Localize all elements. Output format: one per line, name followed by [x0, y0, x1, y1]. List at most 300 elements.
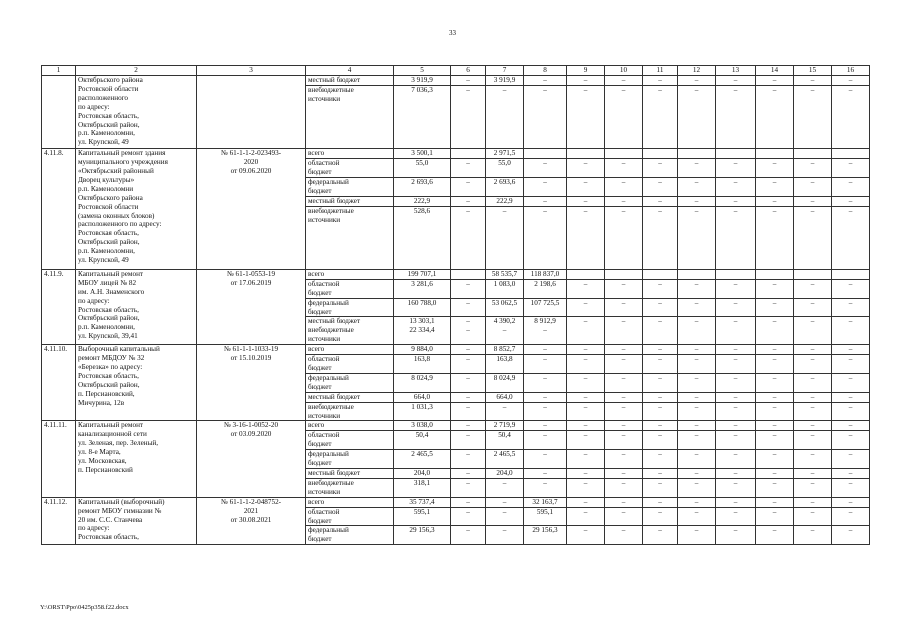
amount-year: – [716, 526, 756, 545]
item-code: 4.11.8. [42, 149, 76, 270]
funding-source [306, 402, 394, 421]
item-code: 4.11.10. [42, 345, 76, 421]
amount-c5 [394, 345, 451, 355]
amount-c6 [451, 392, 486, 402]
amount-year [832, 269, 870, 279]
amount-value: – [502, 85, 507, 94]
amount-c7 [486, 76, 524, 86]
amount-c7 [486, 507, 524, 526]
amount-year: – [716, 317, 756, 345]
amount-c8 [524, 345, 567, 355]
item-document [197, 421, 306, 497]
amount-c8 [524, 402, 567, 421]
funding-source [306, 478, 394, 497]
amount-year [832, 149, 870, 159]
amount-year: – [832, 85, 870, 148]
funding-source [306, 279, 394, 298]
amount-c8 [524, 431, 567, 450]
amount-year: – [605, 507, 643, 526]
table-row [42, 497, 870, 507]
item-name-line: р.п. Каменоломни [78, 184, 134, 193]
amount-value: 107 725,5 [530, 298, 560, 307]
amount-c7 [486, 159, 524, 178]
amount-value: 3 919,9 [493, 76, 516, 84]
item-name-line: муниципального учреждения [78, 158, 168, 167]
item-name-line: п. Персиановский [78, 465, 133, 474]
amount-year [567, 149, 605, 159]
amount-value: – [543, 177, 547, 186]
amount-c5 [394, 85, 451, 148]
amount-c8 [524, 478, 567, 497]
funding-source-line: всего [308, 149, 325, 158]
amount-value: 204,0 [496, 468, 513, 477]
amount-c8 [524, 317, 567, 345]
amount-value: 163,8 [496, 355, 513, 364]
funding-source-line: областной [308, 431, 340, 440]
column-number: 10 [605, 66, 643, 76]
column-number: 3 [197, 66, 306, 76]
amount-c7 [486, 317, 524, 345]
amount-year: – [716, 298, 756, 317]
amount-year: – [794, 177, 832, 196]
amount-c7 [486, 450, 524, 469]
amount-c8 [524, 206, 567, 269]
amount-c6 [451, 355, 486, 374]
amount-c6 [451, 149, 486, 159]
funding-source-line: местный бюджет [308, 196, 361, 205]
item-document-line: № 61-1-1-1033-19 [223, 345, 279, 354]
item-document-line: от 15.10.2019 [230, 354, 272, 363]
amount-c5 [394, 392, 451, 402]
funding-source-line: бюджет [308, 307, 332, 316]
item-name-line: Октябрьский район, [78, 314, 140, 323]
amount-year [605, 269, 643, 279]
amount-c6 [451, 196, 486, 206]
funding-source-line: внебюджетные [308, 326, 354, 335]
amount-value: 8 852,7 [493, 345, 516, 354]
amount-year: – [756, 478, 794, 497]
amount-value: – [502, 402, 507, 411]
amount-year: – [716, 507, 756, 526]
amount-c5 [394, 196, 451, 206]
amount-year: – [794, 373, 832, 392]
amount-c5 [394, 478, 451, 497]
amount-year: – [643, 355, 678, 374]
amount-year: – [567, 468, 605, 478]
amount-value: 204,0 [413, 468, 431, 477]
table-row [42, 269, 870, 279]
amount-year: – [567, 402, 605, 421]
item-document-line: № 61-1-1-2-048752- [220, 497, 282, 506]
amount-year: – [794, 159, 832, 178]
item-name-line: ул. Крупской, 39,41 [78, 332, 138, 341]
amount-year: – [716, 497, 756, 507]
amount-value: – [502, 326, 507, 335]
column-number: 7 [486, 66, 524, 76]
amount-value: – [502, 497, 507, 506]
amount-c6 [451, 450, 486, 469]
amount-c8 [524, 526, 567, 545]
amount-year: – [567, 392, 605, 402]
item-name-line: Октябрьский район, [78, 238, 140, 247]
column-number: 1 [42, 66, 76, 76]
amount-c6 [451, 402, 486, 421]
amount-c8 [524, 507, 567, 526]
amount-c7 [486, 206, 524, 269]
amount-value: 1 031,3 [411, 402, 433, 411]
amount-year: – [794, 298, 832, 317]
amount-value: 55,0 [498, 159, 511, 168]
item-document-line: № 61-1-0553-19 [226, 269, 276, 278]
amount-value: – [543, 421, 547, 430]
amount-value: 53 062,5 [491, 298, 518, 307]
amount-value: – [466, 326, 470, 335]
amount-value: 595,1 [413, 507, 431, 516]
funding-source [306, 431, 394, 450]
amount-value: 2 198,6 [534, 279, 556, 288]
amount-year: – [678, 526, 716, 545]
funding-source-line: источники [308, 487, 341, 496]
amount-year: – [794, 392, 832, 402]
amount-c8 [524, 421, 567, 431]
amount-c7 [486, 497, 524, 507]
amount-c7 [486, 468, 524, 478]
funding-source-line: областной [308, 507, 340, 516]
amount-year: – [716, 279, 756, 298]
amount-c6 [451, 421, 486, 431]
amount-c7 [486, 402, 524, 421]
amount-value: – [466, 497, 470, 506]
amount-c7 [486, 355, 524, 374]
item-document-line: 2020 [243, 158, 259, 167]
amount-c5 [394, 355, 451, 374]
column-number: 11 [643, 66, 678, 76]
item-name-line: по адресу: [78, 524, 110, 533]
item-name-line: «Березка» по адресу: [78, 363, 143, 371]
amount-year: – [567, 478, 605, 497]
amount-year: – [756, 85, 794, 148]
table-row [42, 76, 870, 86]
amount-c5 [394, 497, 451, 507]
funding-table [41, 65, 870, 545]
funding-source-line: федеральный [308, 526, 349, 535]
amount-value: – [466, 345, 470, 354]
amount-year: – [678, 402, 716, 421]
amount-year [678, 269, 716, 279]
amount-value: – [502, 206, 507, 215]
amount-year: – [605, 450, 643, 469]
amount-year: – [756, 497, 794, 507]
amount-c5 [394, 431, 451, 450]
item-name-line: Ростовская область, [78, 229, 139, 238]
amount-year [756, 269, 794, 279]
amount-year: – [567, 317, 605, 345]
amount-value: 3 919,9 [411, 76, 433, 84]
amount-value: – [502, 478, 507, 487]
amount-year: – [716, 431, 756, 450]
amount-year: – [567, 373, 605, 392]
item-name-line: Дворец культуры» [78, 175, 135, 184]
amount-year: – [678, 392, 716, 402]
amount-year: – [716, 206, 756, 269]
column-number: 16 [832, 66, 870, 76]
item-name [76, 269, 197, 344]
amount-value: – [466, 373, 470, 382]
amount-value: – [543, 326, 547, 335]
amount-year: – [832, 345, 870, 355]
amount-year: – [678, 177, 716, 196]
amount-c8 [524, 497, 567, 507]
funding-source-line: федеральный [308, 177, 349, 186]
amount-c6 [451, 431, 486, 450]
amount-value: 318,1 [413, 478, 431, 487]
amount-year: – [567, 355, 605, 374]
amount-value: – [543, 373, 547, 382]
amount-c8 [524, 450, 567, 469]
item-name-line: ул. Крупской, 49 [78, 138, 129, 147]
amount-value: 9 884,0 [411, 345, 433, 354]
amount-year: – [794, 206, 832, 269]
item-name-line: Ростовская область, [78, 533, 139, 542]
amount-year: – [794, 431, 832, 450]
item-name-line: Мичурина, 12в [78, 398, 125, 407]
amount-year: – [832, 206, 870, 269]
amount-value: – [466, 177, 470, 186]
amount-year: – [605, 421, 643, 431]
funding-source [306, 468, 394, 478]
amount-year: – [716, 373, 756, 392]
amount-value: – [466, 317, 470, 326]
amount-c5 [394, 76, 451, 86]
amount-year: – [716, 76, 756, 86]
amount-value: – [466, 450, 470, 459]
item-name-line: Октябрьского района [78, 193, 143, 202]
amount-year: – [678, 373, 716, 392]
amount-year: – [643, 450, 678, 469]
amount-year [756, 149, 794, 159]
item-name-line: Ростовской области [78, 202, 139, 211]
funding-source-line: всего [308, 269, 325, 278]
item-document-line: 2021 [243, 506, 259, 515]
column-number: 5 [394, 66, 451, 76]
amount-year: – [794, 526, 832, 545]
amount-year [794, 269, 832, 279]
item-code: 4.11.11. [42, 421, 76, 497]
amount-year: – [756, 279, 794, 298]
item-name-line: р.п. Каменоломни, [78, 247, 135, 256]
amount-c6 [451, 76, 486, 86]
amount-value: – [466, 76, 470, 84]
item-document [197, 269, 306, 344]
amount-year: – [678, 497, 716, 507]
amount-value: – [466, 159, 470, 168]
amount-year: – [643, 373, 678, 392]
amount-year: – [832, 421, 870, 431]
item-name-line: ул. Крупской, 49 [78, 256, 129, 265]
amount-year: – [756, 507, 794, 526]
table-body [42, 66, 870, 545]
amount-value: 3 281,6 [411, 279, 433, 288]
amount-year: – [794, 421, 832, 431]
amount-year: – [605, 196, 643, 206]
column-number-row [42, 66, 870, 76]
amount-year: – [832, 196, 870, 206]
item-name-line: по адресу: [78, 296, 110, 305]
amount-c8 [524, 298, 567, 317]
funding-source-line: внебюджетные [308, 402, 354, 411]
amount-year: – [716, 402, 756, 421]
column-number: 15 [794, 66, 832, 76]
amount-year: – [678, 317, 716, 345]
amount-c7 [486, 85, 524, 148]
amount-year: – [678, 279, 716, 298]
amount-year: – [832, 450, 870, 469]
amount-value: – [543, 402, 547, 411]
amount-value: 3 500,1 [411, 149, 433, 158]
amount-value: 1 083,0 [493, 279, 516, 288]
amount-value: – [543, 85, 547, 94]
funding-source [306, 159, 394, 178]
amount-year: – [567, 345, 605, 355]
amount-year: – [643, 317, 678, 345]
funding-source-line: внебюджетные [308, 206, 354, 215]
item-document [197, 497, 306, 545]
amount-year: – [794, 468, 832, 478]
amount-year: – [832, 298, 870, 317]
funding-source-line: бюджет [308, 459, 332, 468]
item-document [197, 149, 306, 270]
amount-value: – [466, 298, 470, 307]
amount-value: 664,0 [496, 392, 513, 401]
amount-c6 [451, 317, 486, 345]
amount-year: – [678, 345, 716, 355]
amount-c5 [394, 450, 451, 469]
amount-c7 [486, 431, 524, 450]
amount-year: – [567, 421, 605, 431]
column-number: 4 [306, 66, 394, 76]
amount-year: – [643, 507, 678, 526]
amount-year: – [794, 478, 832, 497]
funding-source-line: местный бюджет [308, 76, 361, 84]
amount-c7 [486, 478, 524, 497]
amount-value: – [466, 392, 470, 401]
amount-value: 595,1 [536, 507, 554, 516]
funding-source-line: бюджет [308, 364, 332, 372]
amount-value: – [543, 392, 547, 401]
amount-year [605, 149, 643, 159]
funding-source-line: бюджет [308, 168, 332, 177]
amount-value: – [543, 468, 547, 477]
amount-c7 [486, 149, 524, 159]
amount-value: 2 971,5 [493, 149, 516, 158]
amount-c5 [394, 402, 451, 421]
amount-value: – [543, 478, 547, 487]
amount-value: 8 024,9 [411, 373, 433, 382]
amount-c6 [451, 298, 486, 317]
amount-c5 [394, 298, 451, 317]
amount-c7 [486, 345, 524, 355]
amount-value: – [466, 355, 470, 364]
amount-value: – [543, 76, 547, 84]
item-name-line: ул. 8-е Марта, [78, 448, 121, 457]
amount-value: 163,8 [413, 355, 431, 364]
item-name-line: п. Персиановский, [78, 389, 135, 398]
amount-value: 4 390,2 [493, 317, 516, 326]
item-name-line: ремонт МБДОУ № 32 [78, 354, 145, 363]
amount-year: – [678, 468, 716, 478]
amount-value: 13 303,1 [409, 317, 435, 326]
amount-year [716, 149, 756, 159]
amount-year: – [678, 196, 716, 206]
amount-c8 [524, 392, 567, 402]
amount-c8 [524, 159, 567, 178]
amount-c7 [486, 392, 524, 402]
amount-c5 [394, 177, 451, 196]
amount-year: – [605, 373, 643, 392]
amount-year: – [567, 159, 605, 178]
item-name-line: р.п. Каменоломни, [78, 323, 135, 332]
funding-source [306, 392, 394, 402]
column-number: 6 [451, 66, 486, 76]
amount-c5 [394, 468, 451, 478]
amount-year: – [756, 355, 794, 374]
amount-year: – [756, 177, 794, 196]
amount-c8 [524, 355, 567, 374]
amount-year: – [716, 421, 756, 431]
amount-value: 55,0 [415, 159, 429, 168]
amount-year: – [832, 431, 870, 450]
amount-year: – [605, 177, 643, 196]
funding-source-line: источники [308, 94, 341, 103]
amount-value: – [466, 196, 470, 205]
funding-source [306, 345, 394, 355]
funding-source-line: внебюджетные [308, 85, 354, 94]
funding-source [306, 177, 394, 196]
amount-year [678, 149, 716, 159]
table-row [42, 149, 870, 159]
amount-year: – [716, 159, 756, 178]
amount-year: – [605, 279, 643, 298]
funding-source-line: источники [308, 411, 341, 420]
amount-year: – [678, 85, 716, 148]
item-code [42, 76, 76, 149]
funding-source-line: бюджет [308, 440, 332, 449]
funding-source-line: областной [308, 279, 340, 288]
item-name-line: им. А.Н. Знаменского [78, 287, 145, 296]
amount-year [716, 269, 756, 279]
item-name-line: (замена оконных блоков) [78, 211, 155, 220]
amount-c7 [486, 373, 524, 392]
item-name-line: Выборочный капитальный [78, 345, 160, 354]
amount-value: 35 737,4 [409, 497, 435, 506]
amount-value: 50,4 [415, 431, 429, 440]
amount-year: – [643, 298, 678, 317]
amount-c6 [451, 345, 486, 355]
amount-year: – [567, 279, 605, 298]
file-path-footer: Y:\ORST\Ppo\0425p358.f22.docx [40, 604, 129, 611]
amount-value: 2 465,5 [411, 450, 433, 459]
amount-year: – [643, 392, 678, 402]
funding-source-line: бюджет [308, 535, 332, 544]
funding-source-line: бюджет [308, 382, 332, 391]
item-name-line: 20 им. С.С. Станчева [78, 515, 143, 524]
funding-source-line: федеральный [308, 450, 349, 459]
funding-source-line: источники [308, 215, 341, 224]
amount-value: – [466, 279, 470, 288]
amount-value: – [466, 421, 470, 430]
amount-year [643, 269, 678, 279]
amount-c8 [524, 85, 567, 148]
